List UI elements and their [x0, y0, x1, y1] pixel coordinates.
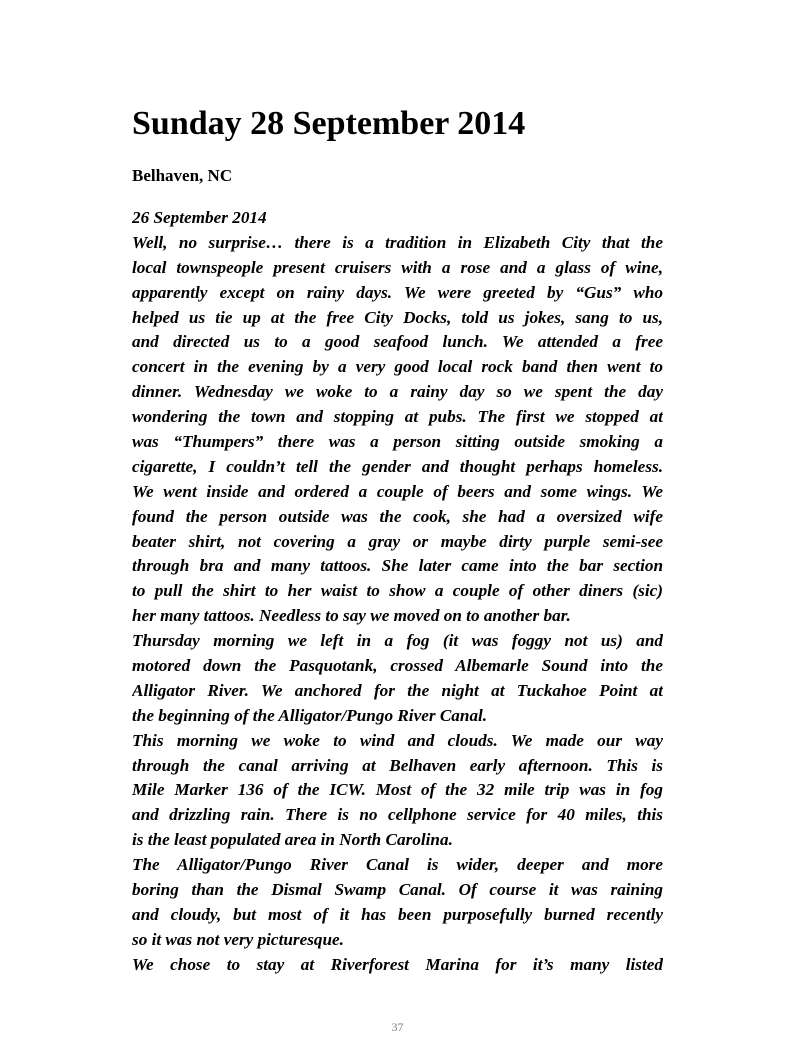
journal-body [132, 206, 663, 978]
paragraph-line: and drizzling rain. There is no cellphone service for 40 miles, this [132, 805, 663, 825]
paragraph-line: Alligator River. We anchored for the night at Tuckahoe Point at [132, 680, 663, 700]
paragraph-line: her many tattoos. Needless to say we moved on to another bar. [132, 606, 571, 626]
paragraph-line: We chose to stay at Riverforest Marina for it’s many listed [132, 954, 663, 974]
paragraph-line: helped us tie up at the free City Docks, told us jokes, sang to us, [132, 307, 663, 327]
paragraph-line: This morning we woke to wind and clouds. We made our way [132, 730, 663, 750]
paragraph-line: The Alligator/Pungo River Canal is wider, deeper and more [132, 855, 663, 875]
paragraph-line: cigarette, I couldn’t tell the gender and thought perhaps homeless. [132, 456, 663, 476]
paragraph-line: through the canal arriving at Belhaven early afternoon. This is [132, 755, 663, 775]
paragraph-line: apparently except on rainy days. We were greeted by “Gus” who [132, 282, 663, 302]
paragraph-line: through bra and many tattoos. She later came into the bar section [132, 556, 663, 576]
paragraph-line: was “Thumpers” there was a person sitting outside smoking a [132, 432, 663, 452]
paragraph-line: the beginning of the Alligator/Pungo River Canal. [132, 705, 488, 725]
paragraph-line: and cloudy, but most of it has been purposefully burned recently [132, 904, 663, 924]
paragraph-line: found the person outside was the cook, she had a oversized wife [132, 506, 663, 526]
paragraph-line: to pull the shirt to her waist to show a couple of other diners (sic) [132, 581, 663, 601]
page-number: 37 [391, 1020, 404, 1034]
paragraph-line: boring than the Dismal Swamp Canal. Of course it was raining [132, 880, 663, 900]
date-line: 26 September 2014 [132, 208, 267, 227]
page-title: Sunday 28 September 2014 [132, 105, 526, 142]
paragraph-line: so it was not very picturesque. [132, 929, 344, 949]
paragraph-line: beater shirt, not covering a gray or maybe dirty purple semi-see [132, 531, 663, 551]
paragraph-line: We went inside and ordered a couple of beers and some wings. We [132, 481, 663, 501]
paragraph-line: Well, no surprise… there is a tradition in Elizabeth City that the [132, 232, 663, 252]
paragraph-line: wondering the town and stopping at pubs. The first we stopped at [132, 407, 663, 427]
paragraph-line: local townspeople present cruisers with a rose and a glass of wine, [132, 257, 663, 277]
paragraph-line: Mile Marker 136 of the ICW. Most of the 32 mile trip was in fog [132, 780, 663, 800]
location-heading: Belhaven, NC [132, 166, 233, 185]
paragraph-line: concert in the evening by a very good local rock band then went to [132, 357, 663, 377]
paragraph-line: dinner. Wednesday we woke to a rainy day so we spent the day [132, 382, 663, 402]
paragraph-line: is the least populated area in North Carolina. [132, 830, 453, 850]
paragraph-line: and directed us to a good seafood lunch. We attended a free [132, 332, 663, 352]
paragraph-line: motored down the Pasquotank, crossed Albemarle Sound into the [132, 656, 663, 676]
paragraph-line: Thursday morning we left in a fog (it was foggy not us) and [132, 631, 663, 651]
